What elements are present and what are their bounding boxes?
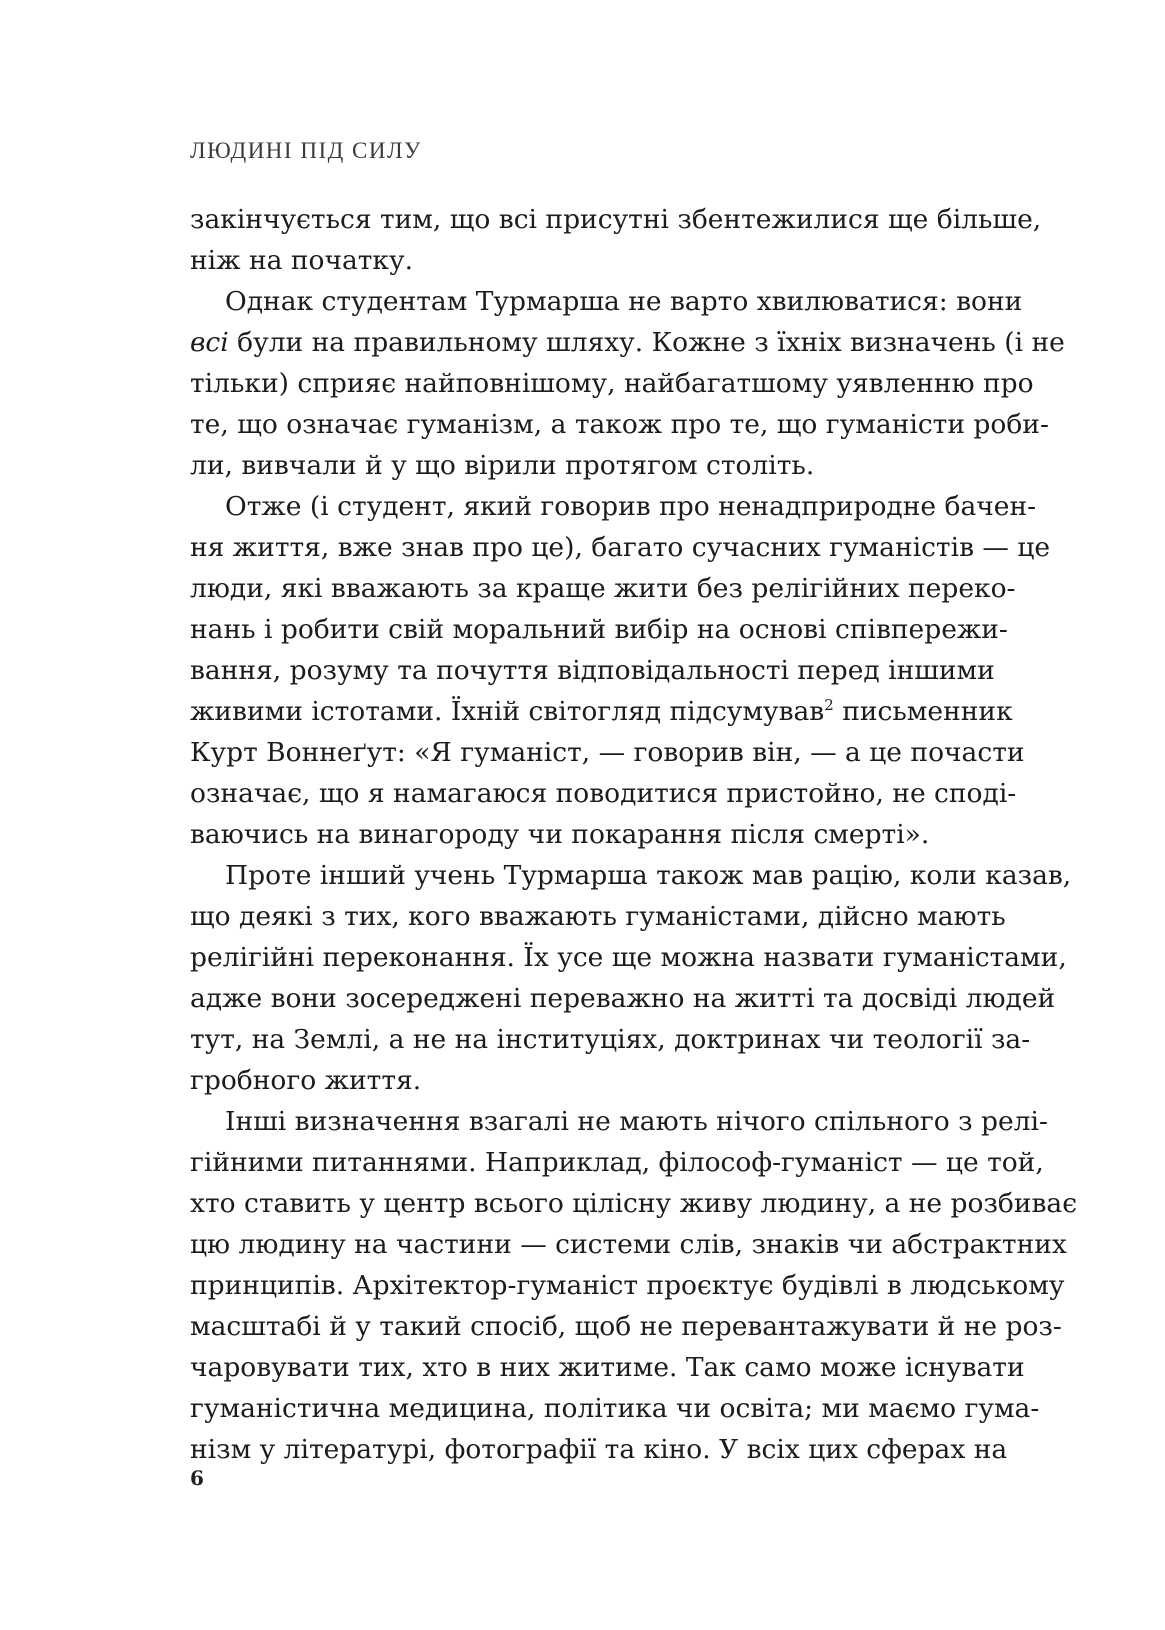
text-line: гійними питаннями. Наприклад, філософ-гуманіст — це той, <box>190 1147 1044 1178</box>
text-line: ваючись на винагороду чи покарання після смерті». <box>190 819 930 850</box>
text-line: закінчується тим, що всі присутні збентежилися ще більше, <box>190 204 1042 235</box>
text-line: цю людину на частини — системи слів, знаків чи абстрактних <box>190 1229 1067 1260</box>
text-line <box>190 322 1065 363</box>
text-line: вання, розуму та почуття відповідальності перед іншими <box>190 655 995 686</box>
text-fragment: письменник <box>833 696 1013 727</box>
text-line: тут, на Землі, а не на інституціях, доктринах чи теології за- <box>190 1024 1031 1055</box>
paragraph-start-line: Інші визначення взагалі не мають нічого спільного з релі- <box>225 1106 1048 1137</box>
text-line: чаровувати тих, хто в них житиме. Так само може існувати <box>190 1352 1025 1383</box>
text-line: люди, які вважають за краще жити без релігійних переко- <box>190 573 1016 604</box>
body-text <box>190 199 1078 1470</box>
text-line: ніж на початку. <box>190 245 413 276</box>
text-line: ня життя, вже знав про це), багато сучасних гуманістів — це <box>190 532 1051 563</box>
text-fragment: живими істотами. Їхній світогляд підсумував <box>190 696 825 727</box>
paragraph-start-line: Однак студентам Турмарша не варто хвилюватися: вони <box>225 286 1023 317</box>
text-line: релігійні переконання. Їх усе ще можна назвати гуманістами, <box>190 942 1067 973</box>
text-line: адже вони зосереджені переважно на житті та досвіді людей <box>190 983 1056 1014</box>
paragraph-start-line: Отже (і студент, який говорив про ненадприродне бачен- <box>225 491 1037 522</box>
text-line: гуманістична медицина, політика чи освіта; ми маємо гума- <box>190 1393 1040 1424</box>
text-line: ли, вивчали й у що вірили протягом століть. <box>190 450 815 481</box>
text-fragment: були на правильному шляху. Кожне з їхніх визначень (і не <box>228 327 1065 358</box>
running-head: ЛЮДИНІ ПІД СИЛУ <box>190 138 422 163</box>
footnote-marker: 2 <box>824 696 834 714</box>
text-line: нань і робити свій моральний вибір на основі співпережи- <box>190 614 1008 645</box>
text-line <box>190 691 1013 732</box>
text-line: хто ставить у центр всього цілісну живу людину, а не розбиває <box>190 1188 1078 1219</box>
text-line: масштабі й у такий спосіб, щоб не перевантажувати й не роз- <box>190 1311 1062 1342</box>
paragraph-start-line: Проте інший учень Турмарша також мав рацію, коли казав, <box>225 860 1072 891</box>
text-line: гробного життя. <box>190 1065 422 1096</box>
text-line: нізм у літературі, фотографії та кіно. У всіх цих сферах на <box>190 1434 1008 1465</box>
text-line: тільки) сприяє найповнішому, найбагатшому уявленню про <box>190 368 1034 399</box>
page-number: 6 <box>190 1466 204 1490</box>
text-line: принципів. Архітектор-гуманіст проєктує будівлі в людському <box>190 1270 1065 1301</box>
text-line: що деякі з тих, кого вважають гуманістами, дійсно мають <box>190 901 1006 932</box>
text-line: означає, що я намагаюся поводитися пристойно, не споді- <box>190 778 1017 809</box>
text-line: Курт Воннеґут: «Я гуманіст, — говорив він, — а це почасти <box>190 737 1025 768</box>
text-line: те, що означає гуманізм, а також про те, що гуманісти роби- <box>190 409 1049 440</box>
emphasis-text: всі <box>190 327 229 358</box>
